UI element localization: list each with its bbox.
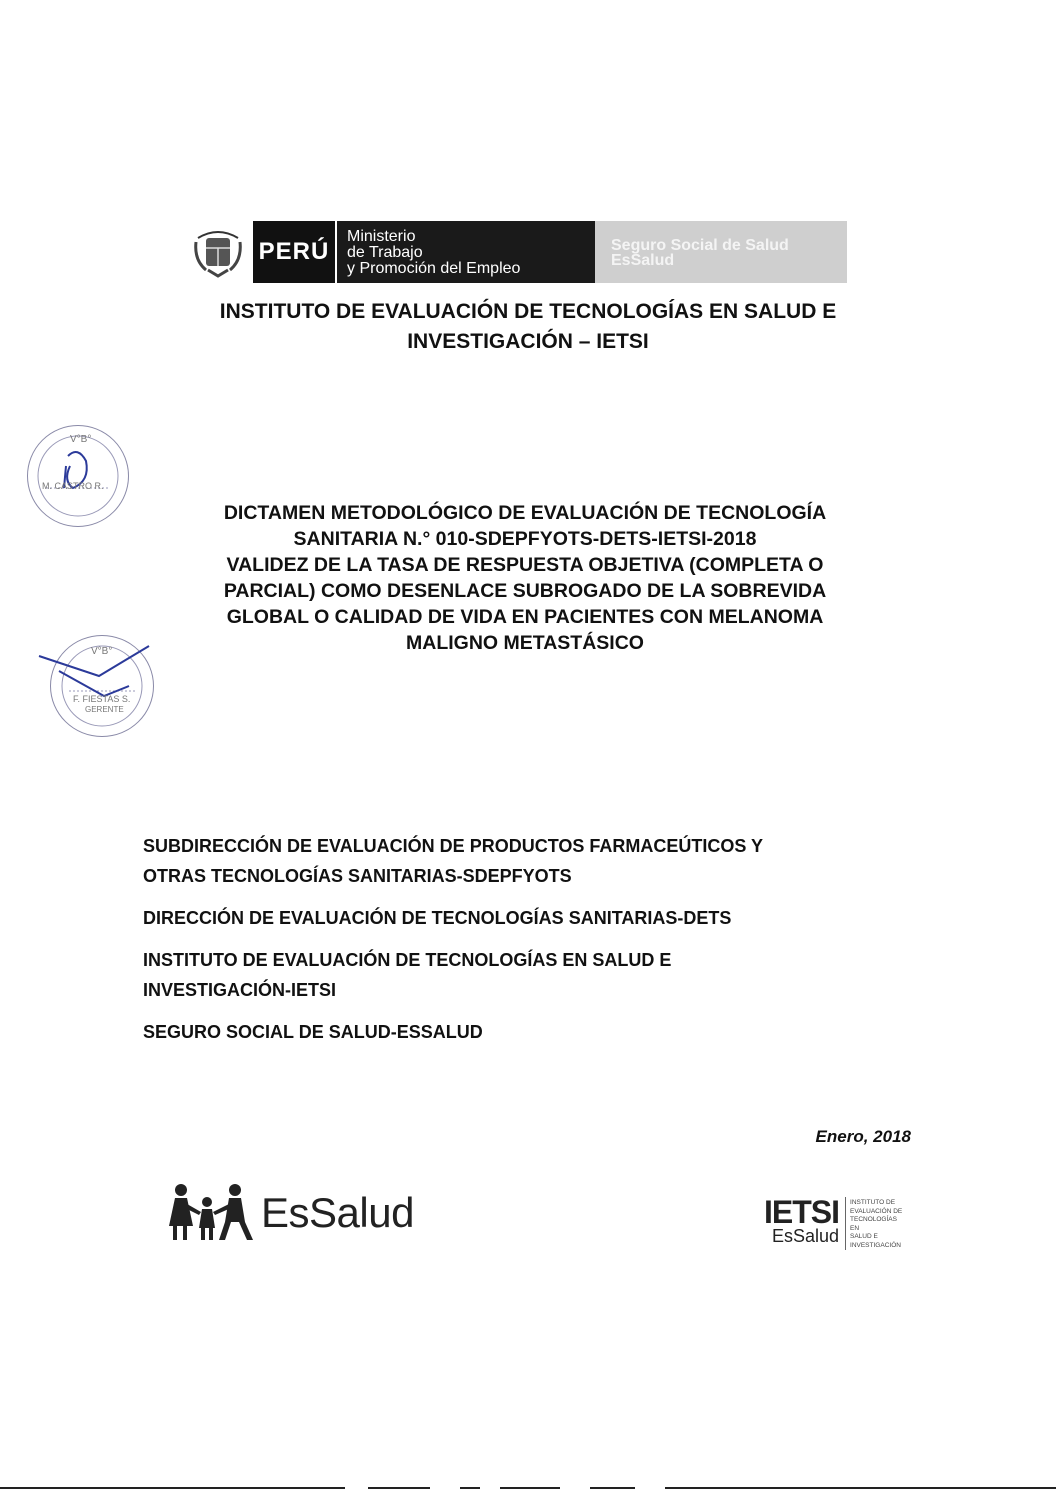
scan-edge-line bbox=[0, 1487, 345, 1489]
institute-title: INSTITUTO DE EVALUACIÓN DE TECNOLOGÍAS EN SALUD E INVESTIGACIÓN – IETSI bbox=[219, 300, 837, 353]
scan-edge-line bbox=[460, 1487, 480, 1489]
ietsi-logo: IETSI EsSalud INSTITUTO DE EVALUACIÓN DE TECNOLOGÍAS EN SALUD E INVESTIGACIÓN bbox=[764, 1197, 906, 1250]
org-item: SUBDIRECCIÓN DE EVALUACIÓN DE PRODUCTOS FARMACEÚTICOS Y OTRAS TECNOLOGÍAS SANITARIAS-SDEPFYOTS bbox=[143, 836, 764, 886]
dictamen-title: DICTAMEN METODOLÓGICO DE EVALUACIÓN DE TECNOLOGÍA SANITARIA N.° 010-SDEPFYOTS-DETS-IETSI-2018 VALIDEZ DE LA TASA DE RESPUESTA OBJETIVA (COMPLETA O PARCIAL) COMO DESENLACE SUBROGADO DE LA SOBREVIDA GLOBAL O CALIDAD DE VIDA EN PACIENTES CON MELANOMA MALIGNO METASTÁSICO bbox=[223, 502, 827, 654]
org-item: SEGURO SOCIAL DE SALUD-ESSALUD bbox=[143, 1022, 483, 1042]
agency-name: Seguro Social de Salud EsSalud bbox=[595, 221, 847, 283]
approval-stamp-2: V°B° F. FIESTAS S. GERENTE bbox=[50, 635, 154, 737]
ministry-name: Ministerio de Trabajo y Promoción del Empleo bbox=[337, 221, 595, 283]
document-date: Enero, 2018 bbox=[815, 1127, 911, 1146]
scan-edge-line bbox=[665, 1487, 1056, 1489]
organization-list bbox=[143, 831, 903, 1059]
scan-edge-line bbox=[500, 1487, 560, 1489]
scan-edge-line bbox=[368, 1487, 430, 1489]
approval-stamp-1: V°B° M. CASTRO R. bbox=[27, 425, 129, 527]
family-icon bbox=[165, 1182, 257, 1244]
government-banner bbox=[183, 221, 847, 283]
peru-coat-of-arms-icon bbox=[183, 221, 253, 283]
org-item: INSTITUTO DE EVALUACIÓN DE TECNOLOGÍAS EN SALUD E INVESTIGACIÓN-IETSI bbox=[143, 950, 672, 1000]
ietsi-subtitle: INSTITUTO DE EVALUACIÓN DE TECNOLOGÍAS EN SALUD E INVESTIGACIÓN bbox=[845, 1197, 906, 1250]
org-item: DIRECCIÓN DE EVALUACIÓN DE TECNOLOGÍAS SANITARIAS-DETS bbox=[143, 908, 732, 928]
essalud-logo: EsSalud bbox=[165, 1182, 414, 1244]
scan-edge-line bbox=[590, 1487, 635, 1489]
peru-label: PERÚ bbox=[253, 221, 337, 283]
